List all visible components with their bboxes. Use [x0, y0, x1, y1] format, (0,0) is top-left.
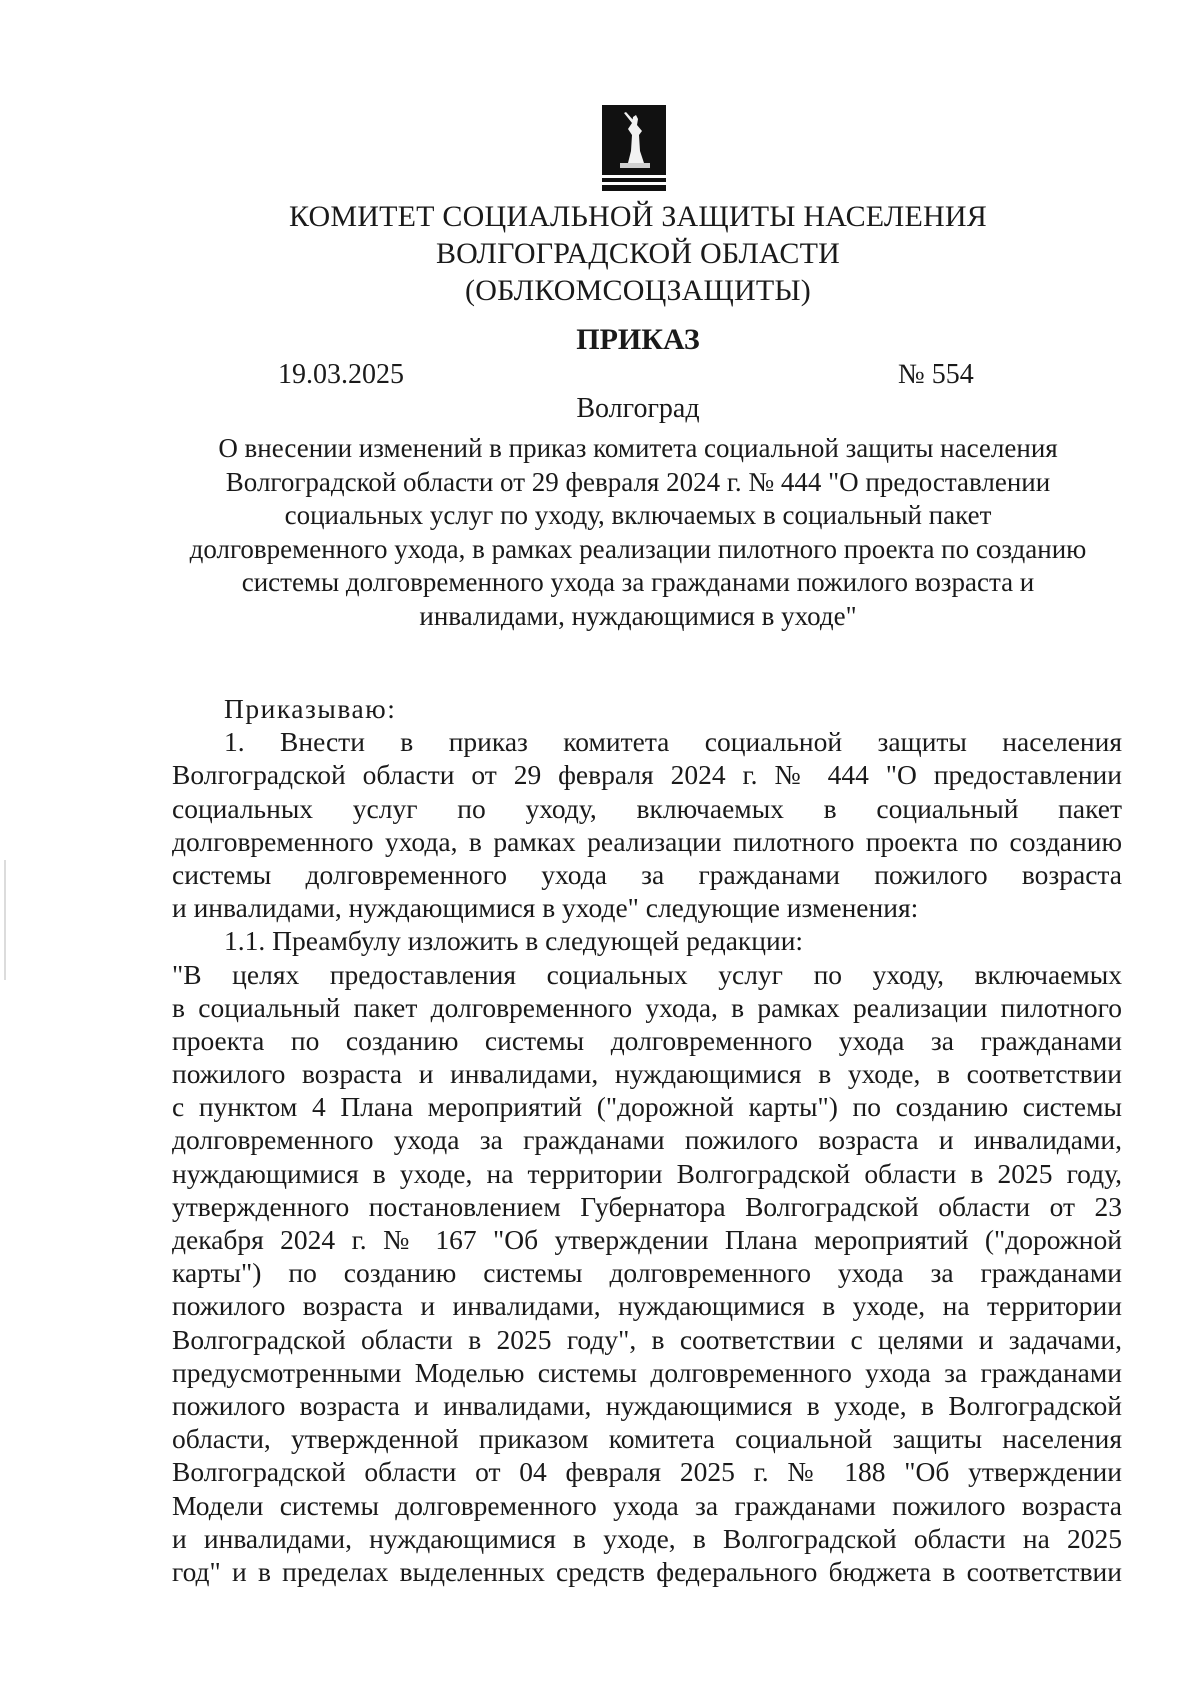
- body-line: долговременного ухода, в рамках реализации пилотного проекта по созданию: [172, 825, 1122, 857]
- org-line: (ОБЛКОМСОЦЗАЩИТЫ): [465, 274, 811, 307]
- subject-line: инвалидами, нуждающимися в уходе": [419, 600, 857, 631]
- subject-line: социальных услуг по уходу, включаемых в социальный пакет: [284, 500, 992, 530]
- organization-name: [0, 198, 1200, 309]
- body-line: Волгоградской области от 04 февраля 2025 г. № 188 "Об утверждении: [172, 1456, 1122, 1488]
- body-line: пожилого возраста и инвалидами, нуждающимися в уходе, на территории: [172, 1290, 1122, 1322]
- body-line: социальных услуг по уходу, включаемых в социальный пакет: [172, 792, 1122, 824]
- body-line: области, утвержденной приказом комитета социальной защиты населения: [172, 1423, 1122, 1455]
- body-line: 1.1. Преамбулу изложить в следующей редакции:: [224, 925, 804, 957]
- org-line: ВОЛГОГРАДСКОЙ ОБЛАСТИ: [435, 237, 841, 270]
- document-body: [172, 692, 1122, 1588]
- body-line: карты") по созданию системы долговременного ухода за гражданами: [172, 1257, 1122, 1289]
- body-line: пожилого возраста и инвалидами, нуждающимися в уходе, в Волгоградской: [172, 1389, 1122, 1421]
- body-line: Модели системы долговременного ухода за гражданами пожилого возраста: [172, 1489, 1122, 1521]
- subject-line: системы долговременного ухода за гражданами пожилого возраста и: [241, 567, 1035, 597]
- subject-line: Волгоградской области от 29 февраля 2024 г. № 444 "О предоставлении: [225, 466, 1051, 497]
- body-line: с пунктом 4 Плана мероприятий ("дорожной карты") по созданию системы: [172, 1091, 1122, 1123]
- document-date: 19.03.2025: [278, 359, 404, 390]
- org-line: КОМИТЕТ СОЦИАЛЬНОЙ ЗАЩИТЫ НАСЕЛЕНИЯ: [289, 200, 987, 233]
- body-line: и инвалидами, нуждающимися в уходе, в Волгоградской области на 2025: [172, 1522, 1122, 1554]
- emblem-monument-icon: [602, 105, 666, 193]
- body-line: Волгоградской области от 29 февраля 2024 г. № 444 "О предоставлении: [172, 759, 1122, 791]
- document-number: № 554: [898, 359, 974, 390]
- subject-line: долговременного ухода, в рамках реализации пилотного проекта по созданию: [189, 533, 1087, 564]
- greeting: Приказываю:: [224, 693, 397, 724]
- body-line: системы долговременного ухода за гражданами пожилого возраста: [172, 858, 1122, 890]
- body-line: нуждающимися в уходе, на территории Волгоградской области в 2025 году,: [172, 1157, 1122, 1189]
- body-line: долговременного ухода за гражданами пожилого возраста и инвалидами,: [172, 1124, 1122, 1156]
- document-subject: [150, 432, 1126, 633]
- body-line: год" и в пределах выделенных средств федерального бюджета в соответствии: [172, 1555, 1122, 1587]
- body-line: в социальный пакет долговременного ухода, в рамках реализации пилотного: [172, 991, 1122, 1023]
- body-line: утвержденного постановлением Губернатора Волгоградской области от 23: [172, 1190, 1122, 1222]
- subject-line: О внесении изменений в приказ комитета социальной защиты населения: [218, 433, 1058, 463]
- document-type: ПРИКАЗ: [576, 323, 700, 356]
- body-line: "В целях предоставления социальных услуг по уходу, включаемых: [172, 958, 1122, 990]
- scan-edge-mark: [4, 860, 6, 980]
- document-city: Волгоград: [576, 393, 700, 424]
- body-line: предусмотренными Моделью системы долговременного ухода за гражданами: [172, 1356, 1122, 1388]
- body-line: и инвалидами, нуждающимися в уходе" следующие изменения:: [172, 892, 919, 924]
- body-line: пожилого возраста и инвалидами, нуждающимися в уходе, в соответствии: [172, 1058, 1122, 1090]
- body-line: декабря 2024 г. № 167 "Об утверждении Плана мероприятий ("дорожной: [172, 1224, 1122, 1255]
- body-line: 1. Внести в приказ комитета социальной защиты населения: [224, 726, 1122, 758]
- body-line: Волгоградской области в 2025 году", в соответствии с целями и задачами,: [172, 1323, 1122, 1355]
- body-line: проекта по созданию системы долговременного ухода за гражданами: [172, 1024, 1122, 1056]
